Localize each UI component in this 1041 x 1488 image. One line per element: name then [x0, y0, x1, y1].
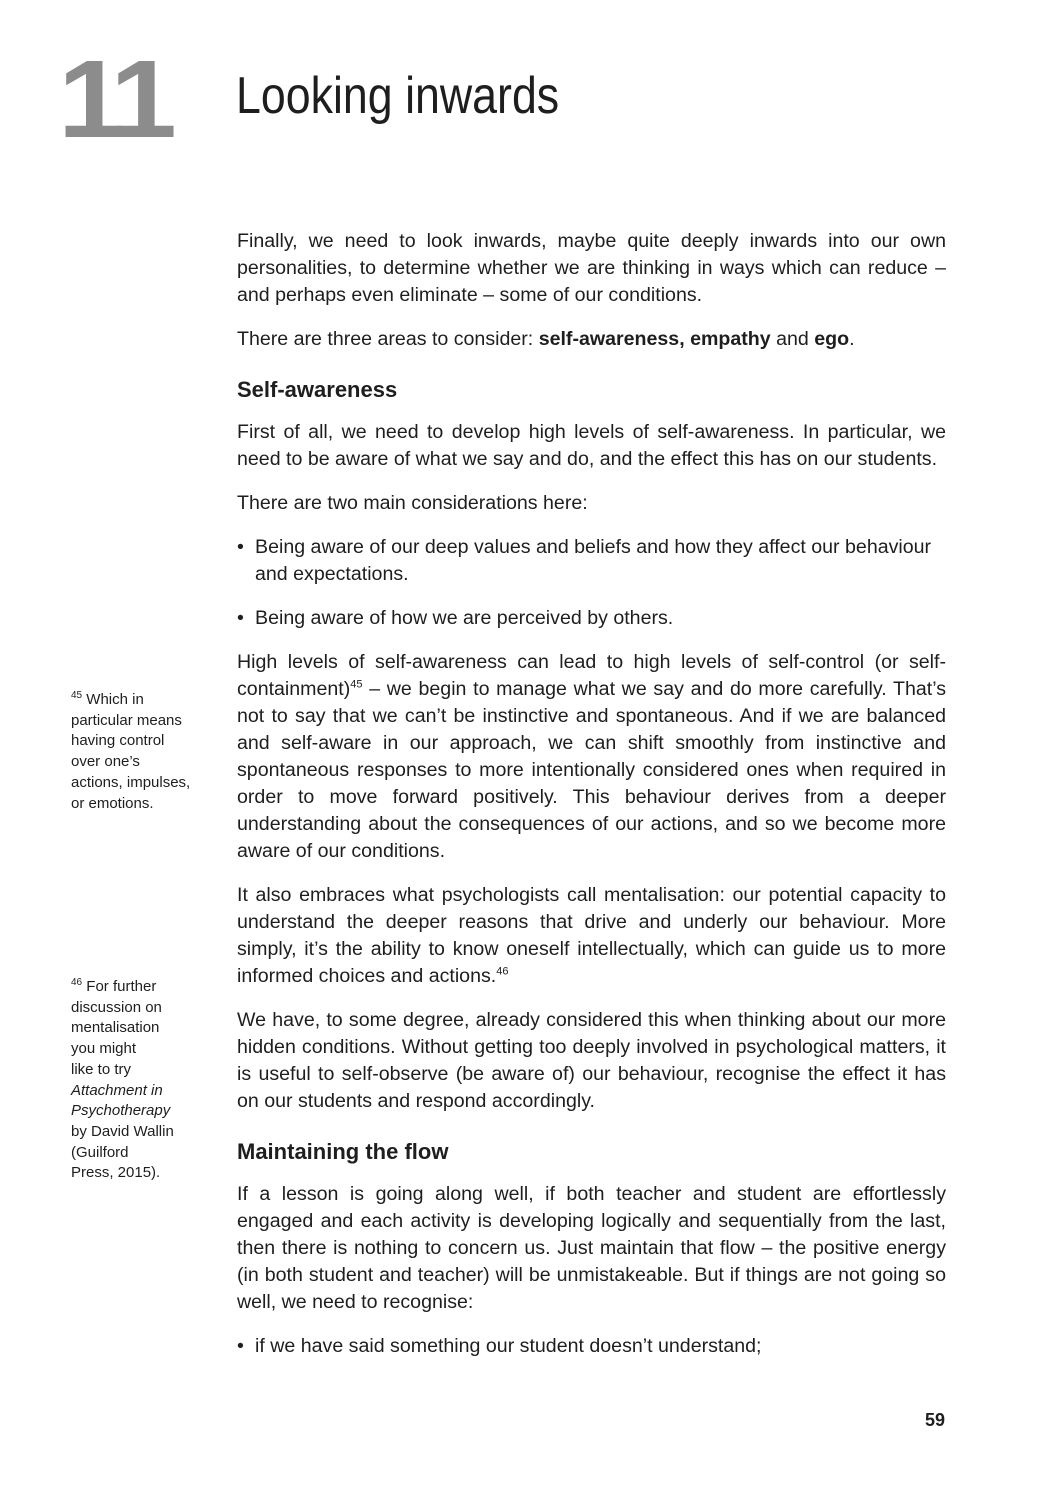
chapter-title: Looking inwards: [236, 67, 560, 125]
bullet-item: • if we have said something our student doesn’t understand;: [237, 1333, 946, 1360]
book-title: Attachment in: [71, 1081, 163, 1099]
self-awareness-paragraph-5: We have, to some degree, already considered this when thinking about our more hidden conditions. Without getting too deeply involved in psychological matters, it is useful to self-observe (be aware of) our behaviour, recognise the effect it has on our students and respond accordingly.: [237, 1009, 946, 1112]
bullet-icon: •: [237, 536, 244, 558]
self-awareness-paragraph-2: There are two main considerations here:: [237, 492, 588, 514]
bullet-item: • Being aware of our deep values and beliefs and how they affect our behaviour and expectations.: [237, 534, 946, 588]
bullet-icon: •: [237, 1335, 244, 1357]
intro-paragraph-2: There are three areas to consider: self-awareness, empathy and ego.: [237, 328, 855, 350]
section-heading-self-awareness: Self-awareness: [237, 377, 398, 402]
flow-paragraph-1: If a lesson is going along well, if both teacher and student are effortlessly engaged and each activity is developing logically and sequentially from the last, then there is nothing to concern us. Just maintain that flow – the positive energy (in both student and teacher) will be unmistakeable. But if things are not going so well, we need to recognise:: [237, 1183, 946, 1313]
footnote-ref-46: 46: [496, 965, 509, 978]
self-awareness-paragraph-1: First of all, we need to develop high levels of self-awareness. In particular, we need to be aware of what we say and do, and the effect this has on our students.: [237, 421, 946, 470]
chapter-number: 11: [58, 37, 169, 161]
main-text-column: [237, 228, 946, 1377]
book-title: Psychotherapy: [71, 1102, 171, 1120]
bullet-item: • Being aware of how we are perceived by others.: [237, 605, 946, 632]
intro-paragraph-1: Finally, we need to look inwards, maybe quite deeply inwards into our own personalities, to determine whether we are thinking in ways which can reduce – and perhaps even eliminate – some of our conditions.: [237, 230, 946, 306]
page-number: 59: [924, 1410, 945, 1430]
bullet-icon: •: [237, 607, 244, 629]
sidenote-46: $^{46}$ For further discussion on mentalisation you might like to try Attachment in Psychotherapy by David Wallin (Guilford Press, 2015).: [71, 977, 174, 1182]
sidenote-45: $^{45}$ Which in particular means having control over one’s actions, impulses, or emotions.: [71, 690, 191, 812]
section-heading-maintaining-flow: Maintaining the flow: [237, 1139, 449, 1164]
footnote-ref-45: 45: [350, 678, 363, 691]
self-awareness-paragraph-4: It also embraces what psychologists call mentalisation: our potential capacity to understand the deeper reasons that drive and underly our behaviour. More simply, it’s the ability to know oneself intellectually, which can guide us to more informed choices and actions.$^{46}$: [237, 884, 946, 987]
self-awareness-paragraph-3: High levels of self-awareness can lead to high levels of self-control (or self-containment)$^{45}$ – we begin to manage what we say and do more carefully. That’s not to say that we can’t be instinctive and spontaneous. And if we are balanced and self-aware in our approach, we can shift smoothly from instinctive and spontaneous responses to more intentionally considered ones when required in order to move forward positively. This behaviour derives from a deeper understanding about the consequences of our actions, and so we become more aware of our conditions.: [237, 651, 946, 862]
